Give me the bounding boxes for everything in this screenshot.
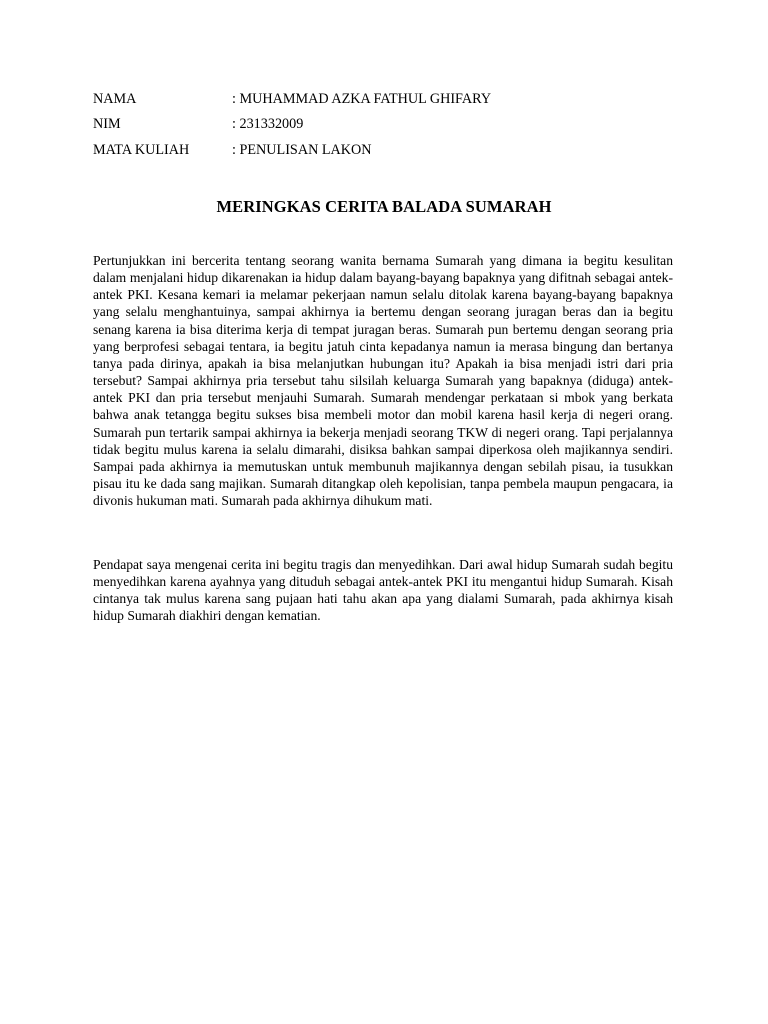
document-title: MERINGKAS CERITA BALADA SUMARAH: [216, 197, 552, 216]
mata-kuliah-value: : PENULISAN LAKON: [232, 141, 372, 158]
nama-value: : MUHAMMAD AZKA FATHUL GHIFARY: [232, 90, 492, 107]
info-row-mata-kuliah: [93, 137, 693, 163]
student-info-table: [93, 86, 693, 163]
nim-value: : 231332009: [232, 116, 304, 133]
summary-paragraph: Pertunjukkan ini bercerita tentang seorang wanita bernama Sumarah yang dimana ia begitu kesulitan dalam menjalani hidup dikarenakan ia hidup dalam bayang-bayang bapaknya yang difitnah sebagai antek-antek PKI. Kesana kemari ia melamar pekerjaan namun selalu ditolak karena bayang-bayang bapaknya yang selalu menghantuinya, sampai akhirnya ia bertemu dengan seorang juragan beras dan ia begitu senang karena ia bisa diterima kerja di tempat juragan beras. Sumarah pun bertemu dengan seorang pria yang berprofesi sebagai tentara, ia begitu jatuh cinta kepadanya namun ia merasa bingung dan bertanya tanya pada dirinya, apakah ia bisa melanjutkan hubungan itu? Apakah ia bisa menjadi istri dari pria tersebut? Sampai akhirnya pria tersebut tahu silsilah keluarga Sumarah yang bapaknya (diduga) antek-antek PKI dan pria tersebut menjauhi Sumarah. Sumarah mendengar perkataan si mbok yang berkata bahwa anak tetangga begitu sukses bisa membeli motor dan mobil karena hasil kerja di negeri orang. Sumarah pun tertarik sampai akhirnya ia bekerja menjadi seorang TKW di negeri orang. Tapi perjalannya tidak begitu mulus karena ia selalu dimarahi, disiksa bahkan sampai diperkosa oleh majikannya sendiri. Sampai pada akhirnya ia memutuskan untuk membunuh majikannya dengan sebilah pisau, ia tusukkan pisau itu ke dada sang majikan. Sumarah ditangkap oleh kepolisian, tanpa pembela maupun pengacara, ia divonis hukuman mati. Sumarah pada akhirnya dihukum mati.: [93, 253, 673, 509]
nim-label: NIM: [93, 116, 121, 133]
info-row-nim: [93, 112, 693, 138]
opinion-paragraph: Pendapat saya mengenai cerita ini begitu tragis dan menyedihkan. Dari awal hidup Sumarah sudah begitu menyedihkan karena ayahnya yang dituduh sebagai antek-antek PKI itu mengantui hidup Sumarah. Kisah cintanya tak mulus karena sang pujaan hati tahu akan apa yang dialami Sumarah, pada akhirnya kisah hidup Sumarah diakhiri dengan kematian.: [93, 557, 673, 624]
info-row-nama: [93, 86, 693, 112]
mata-kuliah-label: MATA KULIAH: [93, 141, 190, 158]
nama-label: NAMA: [93, 90, 137, 107]
